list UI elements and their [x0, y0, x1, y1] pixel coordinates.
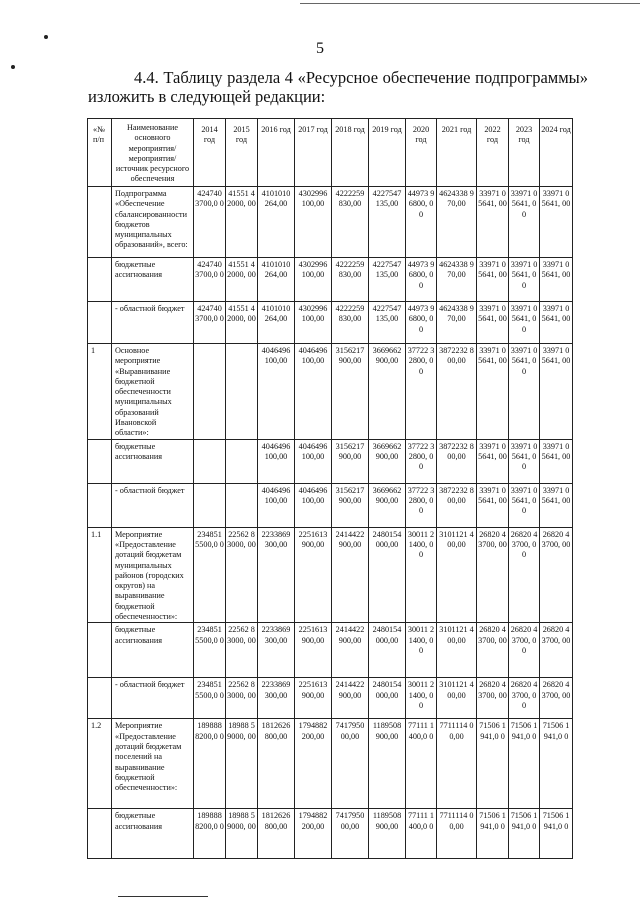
value-cell: 4101010 264,00 [258, 187, 295, 258]
value-cell: 33971 05641, 00 [477, 302, 509, 344]
footnote-rule [118, 896, 208, 897]
value-cell: 2414422 900,00 [332, 678, 369, 719]
value-cell: 4101010 264,00 [258, 258, 295, 302]
value-cell: 7711114 00,00 [437, 809, 477, 859]
row-number-cell [88, 483, 112, 527]
value-cell: 2233869 300,00 [258, 678, 295, 719]
column-header: 2014 год [194, 119, 226, 187]
table-header [88, 119, 573, 187]
row-label-cell: бюджетные ассигнования [112, 258, 194, 302]
value-cell: 44973 96800, 00 [406, 258, 437, 302]
value-cell: 33971 05641, 00 [540, 344, 573, 440]
table-body [88, 187, 573, 859]
value-cell: 77111 1400,0 0 [406, 809, 437, 859]
value-cell: 4046496 100,00 [295, 344, 332, 440]
table-row [88, 809, 573, 859]
column-header: Наименование основного мероприятия/мероприятия/источник ресурсного обеспечения [112, 119, 194, 187]
value-cell: 189888 8200,0 0 [194, 809, 226, 859]
value-cell: 3101121 400,00 [437, 527, 477, 623]
table-row [88, 439, 573, 483]
value-cell: 22562 83000, 00 [226, 527, 258, 623]
value-cell: 37722 32800, 00 [406, 439, 437, 483]
value-cell: 2251613 900,00 [295, 527, 332, 623]
value-cell: 18988 59000, 00 [226, 809, 258, 859]
value-cell: 4227547 135,00 [369, 258, 406, 302]
value-cell: 33971 05641, 00 [477, 187, 509, 258]
value-cell: 3156217 900,00 [332, 344, 369, 440]
value-cell: 4222259 830,00 [332, 302, 369, 344]
value-cell: 26820 43700, 00 [509, 527, 540, 623]
value-cell: 4302996 100,00 [295, 258, 332, 302]
value-cell: 71506 1941,0 0 [477, 719, 509, 809]
value-cell [226, 344, 258, 440]
row-number-cell [88, 187, 112, 258]
value-cell: 77111 1400,0 0 [406, 719, 437, 809]
value-cell: 44973 96800, 00 [406, 187, 437, 258]
value-cell: 26820 43700, 00 [477, 678, 509, 719]
heading-line-2: изложить в следующей редакции: [88, 87, 326, 106]
value-cell: 4046496 100,00 [258, 344, 295, 440]
table-row [88, 719, 573, 809]
value-cell: 26820 43700, 00 [509, 678, 540, 719]
value-cell: 424740 3700,0 0 [194, 258, 226, 302]
value-cell: 33971 05641, 00 [509, 344, 540, 440]
row-label-cell: - областной бюджет [112, 302, 194, 344]
value-cell: 41551 42000, 00 [226, 302, 258, 344]
value-cell: 424740 3700,0 0 [194, 302, 226, 344]
row-label-cell: - областной бюджет [112, 678, 194, 719]
value-cell: 7711114 00,00 [437, 719, 477, 809]
value-cell: 26820 43700, 00 [477, 527, 509, 623]
value-cell: 3156217 900,00 [332, 439, 369, 483]
value-cell: 2480154 000,00 [369, 527, 406, 623]
value-cell: 30011 21400, 00 [406, 623, 437, 678]
value-cell: 4222259 830,00 [332, 258, 369, 302]
column-header: 2015 год [226, 119, 258, 187]
value-cell: 33971 05641, 00 [477, 483, 509, 527]
value-cell: 4624338 970,00 [437, 258, 477, 302]
column-header: 2022 год [477, 119, 509, 187]
value-cell: 2233869 300,00 [258, 623, 295, 678]
column-header: 2019 год [369, 119, 406, 187]
heading-line-1: 4.4. Таблицу раздела 4 «Ресурсное обеспечение подпрограммы» [134, 68, 588, 87]
value-cell: 3101121 400,00 [437, 678, 477, 719]
value-cell: 2480154 000,00 [369, 623, 406, 678]
row-label-cell: бюджетные ассигнования [112, 439, 194, 483]
value-cell: 22562 83000, 00 [226, 678, 258, 719]
value-cell [194, 344, 226, 440]
row-number-cell [88, 439, 112, 483]
value-cell: 33971 05641, 00 [540, 258, 573, 302]
value-cell [226, 439, 258, 483]
value-cell: 26820 43700, 00 [540, 623, 573, 678]
page-number: 5 [316, 40, 324, 57]
value-cell: 1794882 200,00 [295, 719, 332, 809]
value-cell: 4624338 970,00 [437, 187, 477, 258]
resource-table-wrapper [87, 118, 573, 859]
column-header: 2018 год [332, 119, 369, 187]
value-cell: 30011 21400, 00 [406, 527, 437, 623]
value-cell: 1812626 800,00 [258, 809, 295, 859]
column-header: 2021 год [437, 119, 477, 187]
table-row [88, 302, 573, 344]
value-cell: 1189508 900,00 [369, 809, 406, 859]
value-cell: 26820 43700, 00 [477, 623, 509, 678]
value-cell: 4302996 100,00 [295, 187, 332, 258]
table-row [88, 483, 573, 527]
value-cell [226, 483, 258, 527]
row-number-cell [88, 678, 112, 719]
row-number-cell: 1.2 [88, 719, 112, 809]
table-row [88, 187, 573, 258]
resource-table [87, 118, 573, 859]
value-cell: 2233869 300,00 [258, 527, 295, 623]
value-cell: 71506 1941,0 0 [540, 719, 573, 809]
table-row [88, 527, 573, 623]
value-cell: 33971 05641, 00 [540, 302, 573, 344]
table-row [88, 623, 573, 678]
column-header: 2017 год [295, 119, 332, 187]
value-cell: 26820 43700, 00 [509, 623, 540, 678]
column-header: «№ п/п [88, 119, 112, 187]
value-cell: 189888 8200,0 0 [194, 719, 226, 809]
value-cell: 2414422 900,00 [332, 527, 369, 623]
value-cell: 4624338 970,00 [437, 302, 477, 344]
value-cell: 7417950 00,00 [332, 809, 369, 859]
scan-dot [44, 35, 48, 39]
value-cell: 33971 05641, 00 [509, 483, 540, 527]
value-cell: 4302996 100,00 [295, 302, 332, 344]
value-cell: 26820 43700, 00 [540, 678, 573, 719]
value-cell: 37722 32800, 00 [406, 344, 437, 440]
value-cell: 7417950 00,00 [332, 719, 369, 809]
value-cell: 1812626 800,00 [258, 719, 295, 809]
value-cell: 3872232 800,00 [437, 344, 477, 440]
value-cell: 4227547 135,00 [369, 302, 406, 344]
value-cell: 18988 59000, 00 [226, 719, 258, 809]
value-cell: 3872232 800,00 [437, 439, 477, 483]
value-cell: 3872232 800,00 [437, 483, 477, 527]
row-number-cell [88, 258, 112, 302]
value-cell: 3669662 900,00 [369, 439, 406, 483]
value-cell: 234851 5500,0 0 [194, 623, 226, 678]
value-cell: 1794882 200,00 [295, 809, 332, 859]
table-row [88, 258, 573, 302]
value-cell: 26820 43700, 00 [540, 527, 573, 623]
value-cell: 234851 5500,0 0 [194, 527, 226, 623]
value-cell: 41551 42000, 00 [226, 258, 258, 302]
value-cell: 3101121 400,00 [437, 623, 477, 678]
value-cell: 3156217 900,00 [332, 483, 369, 527]
value-cell: 22562 83000, 00 [226, 623, 258, 678]
header-row [88, 119, 573, 187]
row-label-cell: Мероприятие «Предоставление дотаций бюджетам муниципальных районов (городских округов) на выравнивание бюджетной обеспеченности»: [112, 527, 194, 623]
value-cell [194, 439, 226, 483]
value-cell: 33971 05641, 00 [509, 187, 540, 258]
column-header: 2020 год [406, 119, 437, 187]
row-label-cell: бюджетные ассигнования [112, 809, 194, 859]
value-cell: 33971 05641, 00 [540, 439, 573, 483]
row-number-cell [88, 809, 112, 859]
value-cell: 4101010 264,00 [258, 302, 295, 344]
value-cell: 71506 1941,0 0 [477, 809, 509, 859]
value-cell: 2251613 900,00 [295, 678, 332, 719]
value-cell: 71506 1941,0 0 [509, 809, 540, 859]
row-label-cell: Основное мероприятие «Выравнивание бюджетной обеспеченности муниципальных образований Ивановской области»: [112, 344, 194, 440]
value-cell: 4046496 100,00 [295, 483, 332, 527]
value-cell: 71506 1941,0 0 [509, 719, 540, 809]
value-cell: 33971 05641, 00 [540, 483, 573, 527]
row-number-cell [88, 302, 112, 344]
value-cell: 2480154 000,00 [369, 678, 406, 719]
value-cell: 1189508 900,00 [369, 719, 406, 809]
row-label-cell: Подпрограмма «Обеспечение сбалансированности бюджетов муниципальных образований», всего: [112, 187, 194, 258]
value-cell: 234851 5500,0 0 [194, 678, 226, 719]
value-cell: 30011 21400, 00 [406, 678, 437, 719]
value-cell: 33971 05641, 00 [477, 258, 509, 302]
value-cell: 33971 05641, 00 [540, 187, 573, 258]
row-number-cell [88, 623, 112, 678]
value-cell: 2251613 900,00 [295, 623, 332, 678]
table-row [88, 678, 573, 719]
column-header: 2016 год [258, 119, 295, 187]
value-cell: 33971 05641, 00 [509, 258, 540, 302]
column-header: 2023 год [509, 119, 540, 187]
row-number-cell: 1.1 [88, 527, 112, 623]
value-cell: 4046496 100,00 [258, 439, 295, 483]
top-scan-line [300, 3, 640, 4]
row-label-cell: Мероприятие «Предоставление дотаций бюджетам поселений на выравнивание бюджетной обеспеченности»: [112, 719, 194, 809]
value-cell: 3669662 900,00 [369, 483, 406, 527]
value-cell: 41551 42000, 00 [226, 187, 258, 258]
value-cell: 33971 05641, 00 [477, 439, 509, 483]
row-number-cell: 1 [88, 344, 112, 440]
value-cell: 4227547 135,00 [369, 187, 406, 258]
value-cell: 33971 05641, 00 [509, 302, 540, 344]
value-cell: 33971 05641, 00 [509, 439, 540, 483]
value-cell: 3669662 900,00 [369, 344, 406, 440]
value-cell: 4046496 100,00 [295, 439, 332, 483]
row-label-cell: - областной бюджет [112, 483, 194, 527]
scan-dot [11, 65, 15, 69]
value-cell: 4046496 100,00 [258, 483, 295, 527]
value-cell: 4222259 830,00 [332, 187, 369, 258]
value-cell: 71506 1941,0 0 [540, 809, 573, 859]
value-cell: 424740 3700,0 0 [194, 187, 226, 258]
value-cell: 33971 05641, 00 [477, 344, 509, 440]
row-label-cell: бюджетные ассигнования [112, 623, 194, 678]
value-cell [194, 483, 226, 527]
table-row [88, 344, 573, 440]
column-header: 2024 год [540, 119, 573, 187]
value-cell: 2414422 900,00 [332, 623, 369, 678]
value-cell: 44973 96800, 00 [406, 302, 437, 344]
section-heading [88, 68, 588, 106]
value-cell: 37722 32800, 00 [406, 483, 437, 527]
